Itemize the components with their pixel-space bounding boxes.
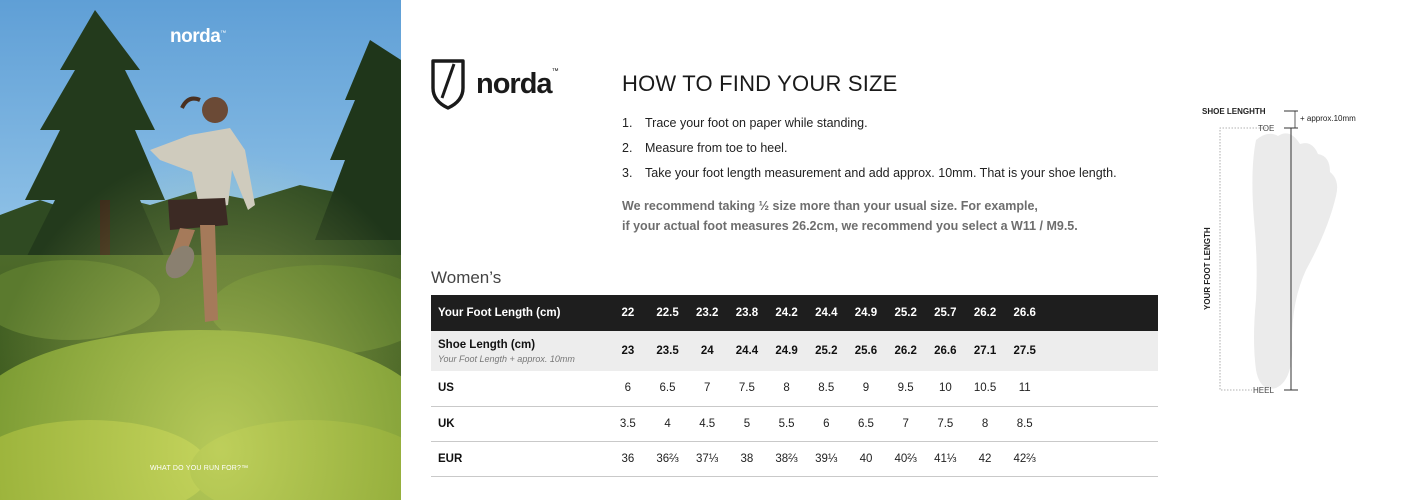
table-cell-empty	[1045, 406, 1158, 441]
table-row-eur	[431, 441, 1158, 476]
table-cell: 24.4	[815, 307, 838, 319]
table-cell: 8	[981, 417, 989, 430]
table-cell: 26.6	[934, 345, 957, 357]
table-cell-empty	[1045, 371, 1158, 406]
toe-label: TOE	[1258, 124, 1275, 133]
row-label: EUR	[438, 452, 463, 465]
page-title: HOW TO FIND YOUR SIZE	[622, 71, 898, 96]
table-row-foot-length	[431, 295, 1158, 331]
table-cell: 25.2	[894, 307, 917, 319]
shield-logo-icon	[430, 58, 466, 110]
table-cell: 41⅓	[934, 452, 957, 465]
table-cell-empty	[1045, 441, 1158, 476]
table-cell: 10.5	[973, 382, 997, 395]
row-label: Shoe Length (cm) Your Foot Length + approx. 10mm	[431, 331, 608, 371]
table-cell: 39⅓	[815, 452, 838, 465]
instruction-steps	[622, 116, 1117, 191]
step-item: 2. Measure from toe to heel.	[622, 141, 788, 155]
table-cell: 8	[783, 382, 790, 395]
table-cell: 8.5	[818, 382, 835, 395]
table-cell: 5.5	[778, 417, 795, 430]
foot-measure-diagram	[1196, 100, 1396, 400]
size-chart-table	[431, 295, 1158, 477]
table-cell: 23.8	[735, 307, 759, 319]
table-row-uk	[431, 406, 1158, 441]
table-cell: 6	[823, 417, 830, 430]
table-cell: 8.5	[1016, 417, 1033, 430]
table-cell: 5	[743, 417, 751, 430]
runner-in-meadow-image	[0, 0, 401, 500]
table-cell: 27.1	[973, 345, 997, 357]
table-cell: 9.5	[897, 382, 914, 395]
row-sublabel: Your Foot Length + approx. 10mm	[438, 353, 575, 364]
table-cell-empty	[1045, 295, 1158, 331]
heel-label: HEEL	[1253, 386, 1274, 395]
table-cell: 26.2	[894, 345, 917, 357]
table-cell: 6	[624, 382, 632, 395]
table-cell: 4.5	[699, 417, 716, 430]
table-title: Women’s	[431, 268, 502, 287]
step-item: 1. Trace your foot on paper while standing.	[622, 116, 868, 130]
table-cell-empty	[1045, 331, 1158, 371]
table-cell: 24.9	[775, 345, 798, 357]
table-cell: 40⅔	[894, 452, 917, 465]
row-label: UK	[438, 417, 455, 430]
table-cell: 23.5	[656, 345, 679, 357]
approx-label: + approx.10mm	[1300, 114, 1356, 123]
table-cell: 25.2	[815, 345, 838, 357]
table-row-us	[431, 371, 1158, 406]
table-cell: 7.5	[738, 382, 755, 395]
hero-photo	[0, 0, 401, 500]
table-cell: 6.5	[659, 382, 676, 395]
brand-logo	[430, 58, 558, 110]
table-cell: 42⅔	[1013, 452, 1036, 465]
table-cell: 25.7	[934, 307, 957, 319]
table-cell: 11	[1018, 382, 1031, 395]
table-cell: 24	[700, 345, 714, 357]
table-cell: 25.6	[854, 345, 878, 357]
table-cell: 24.4	[735, 345, 759, 357]
row-label: Your Foot Length (cm)	[438, 307, 561, 319]
row-label: US	[438, 382, 454, 395]
table-cell: 24.9	[854, 307, 878, 319]
table-cell: 37⅓	[696, 452, 719, 465]
shoe-length-label: SHOE LENGHTH	[1202, 107, 1266, 116]
table-cell: 7	[704, 382, 711, 395]
table-cell: 26.2	[973, 307, 997, 319]
table-cell: 6.5	[857, 417, 874, 430]
brand-name: norda™	[476, 67, 558, 100]
table-cell: 9	[862, 382, 870, 395]
photo-logo: norda™	[170, 26, 226, 47]
table-cell: 27.5	[1013, 345, 1036, 357]
table-cell: 26.6	[1013, 307, 1036, 319]
foot-outline-icon	[1252, 133, 1337, 388]
table-cell: 36⅔	[656, 452, 679, 465]
table-cell: 3.5	[619, 417, 636, 430]
table-row-shoe-length	[431, 331, 1158, 371]
table-cell: 38	[740, 452, 754, 465]
step-item: 3. Take your foot length measurement and add approx. 10mm. That is your shoe length.	[622, 166, 1117, 180]
table-cell: 24.2	[775, 307, 798, 319]
table-cell: 7.5	[937, 417, 954, 430]
recommendation-note: We recommend taking ½ size more than your usual size. For example, if your actual foot measures 26.2cm, we recommend you select a W11 / M9.5.	[622, 199, 1078, 233]
table-cell: 22	[621, 307, 635, 319]
table-cell: 38⅔	[775, 452, 798, 465]
table-cell: 42	[978, 452, 992, 465]
table-cell: 22.5	[656, 307, 679, 319]
table-cell: 36	[621, 452, 635, 465]
table-cell: 4	[664, 417, 671, 430]
table-cell: 40	[859, 452, 873, 465]
table-cell: 23.2	[696, 307, 719, 319]
table-cell: 7	[902, 417, 909, 430]
table-cell: 10	[938, 382, 952, 395]
table-cell: 23	[621, 345, 635, 357]
foot-length-label: YOUR FOOT LENGTH	[1203, 227, 1212, 310]
photo-tagline: WHAT DO YOU RUN FOR?™	[150, 465, 249, 472]
